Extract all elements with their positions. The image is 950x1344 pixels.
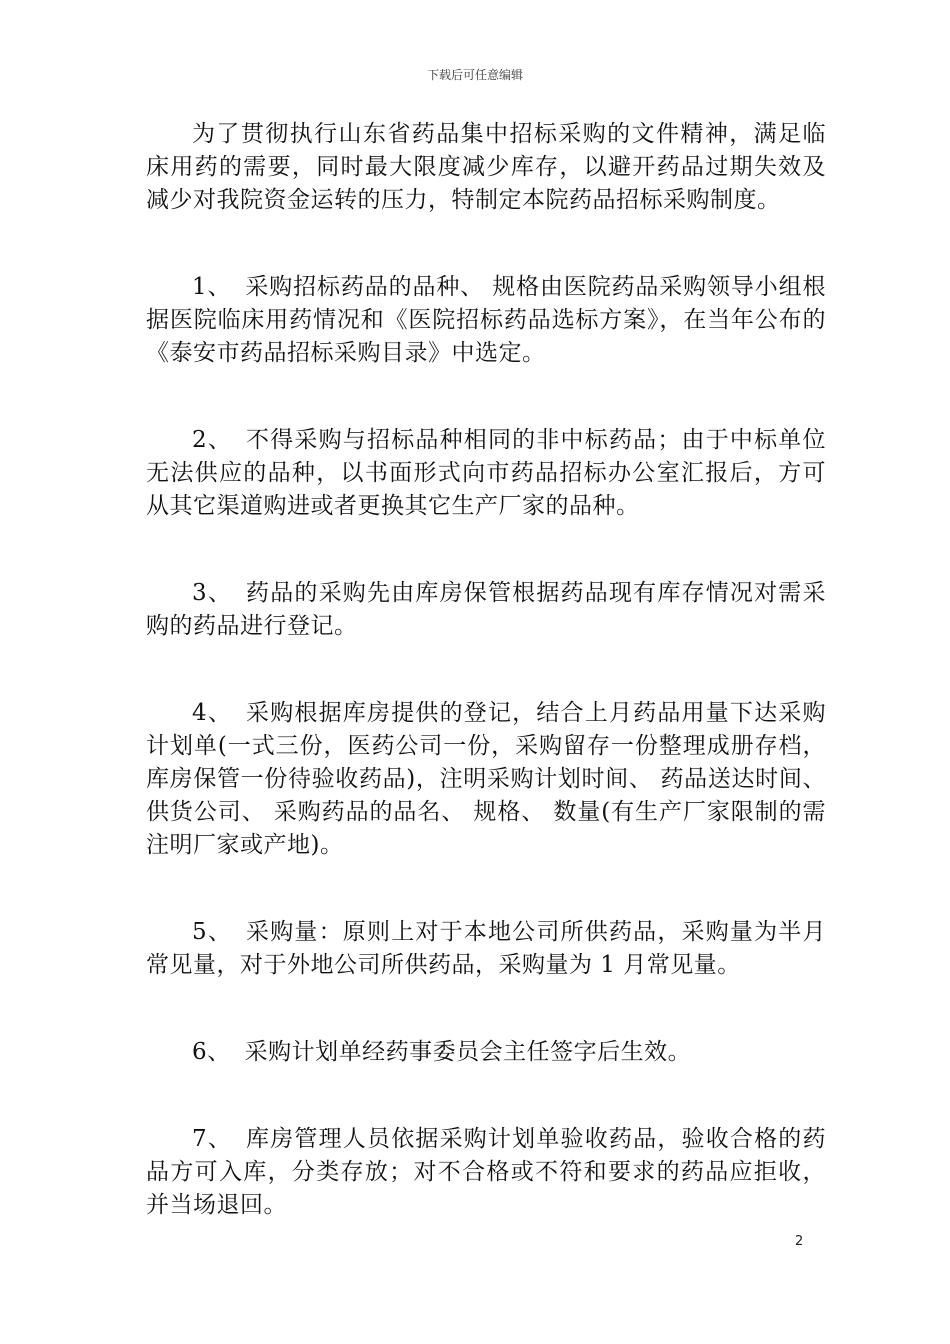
list-item [146,577,826,643]
item-number: 1、 [192,274,232,300]
item-number: 2、 [192,427,233,453]
item-text: 库房管理人员依据采购计划单验收药品，验收合格的药品方可入库，分类存放；对不合格或不符和要求的药品应拒收，并当场退回。 [146,1126,827,1218]
item-number: 5、 [192,919,233,945]
item-number: 7、 [192,1126,233,1152]
page-number: 2 [795,1234,804,1249]
item-number: 3、 [192,580,233,606]
list-item [146,697,826,862]
intro-paragraph: 为了贯彻执行山东省药品集中招标采购的文件精神，满足临床用药的需要，同时最大限度减少库存，以避开药品过期失效及减少对我院资金运转的压力，特制定本院药品招标采购制度。 [146,121,826,213]
item-number: 4、 [192,700,233,726]
item-text: 采购量：原则上对于本地公司所供药品，采购量为半月常见量，对于外地公司所供药品，采购量为 1 月常见量。 [146,919,827,978]
list-item [146,916,826,982]
item-text: 采购计划单经药事委员会主任签字后生效。 [244,1039,692,1065]
list-item [146,424,826,523]
item-number: 6、 [192,1039,231,1065]
item-text: 药品的采购先由库房保管根据药品现有库存情况对需采购的药品进行登记。 [146,580,827,639]
item-text: 采购根据库房提供的登记，结合上月药品用量下达采购计划单(一式三份，医药公司一份，采购留存一份整理成册存档，库房保管一份待验收药品)，注明采购计划时间、 药品送达时间、 供货公司、 采购药品的品名、 规格、 数量(有生产厂家限制的需注明厂家或产地)。 [146,700,827,858]
list-item [146,1123,826,1222]
item-text: 采购招标药品的品种、 规格由医院药品采购领导小组根据医院临床用药情况和《医院招标药品选标方案》，在当年公布的《泰安市药品招标采购目录》中选定。 [146,274,826,366]
page-header: 下载后可任意编辑 [426,68,523,82]
list-item [146,1036,826,1069]
document-body [146,118,826,1222]
item-text: 不得采购与招标品种相同的非中标药品；由于中标单位无法供应的品种，以书面形式向市药品招标办公室汇报后，方可从其它渠道购进或者更换其它生产厂家的品种。 [146,427,827,519]
list-item [146,271,826,370]
